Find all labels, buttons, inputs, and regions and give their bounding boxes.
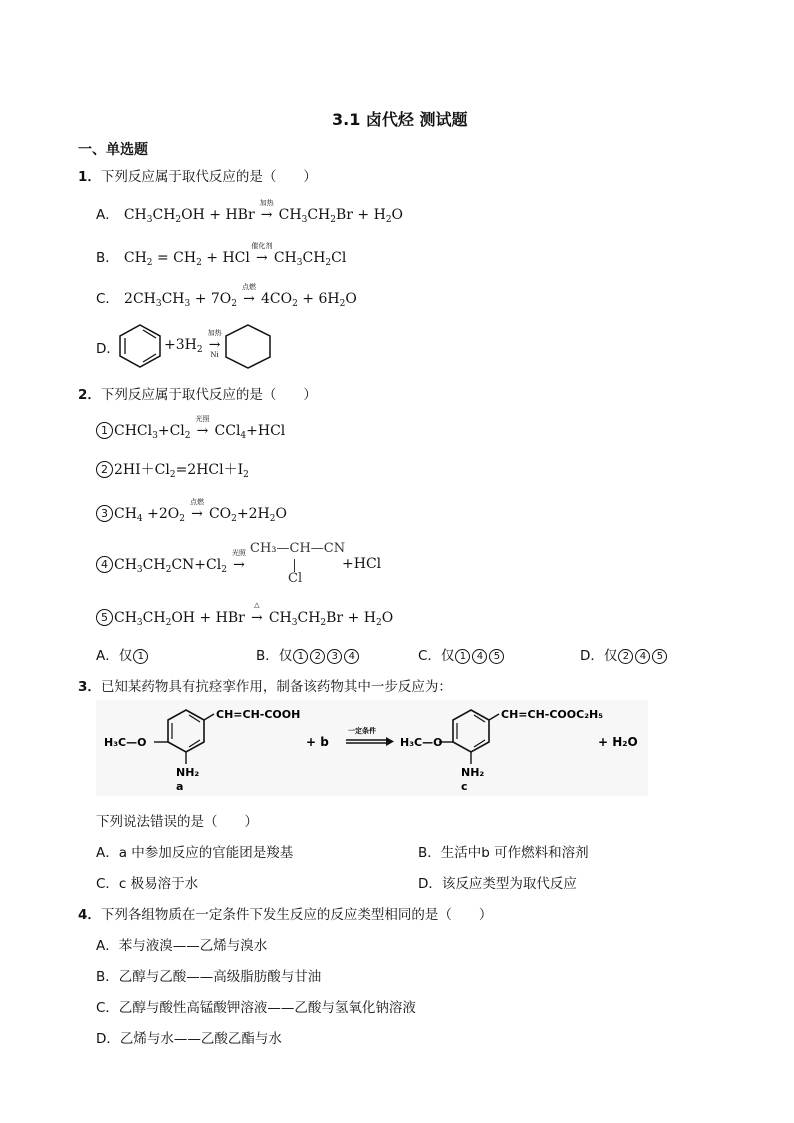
equation: $CH_2 = CH_2$ + HCl → 催化剂 $CH_3CH_2Cl$ (123, 242, 347, 268)
reaction-condition: 光照 (195, 415, 210, 423)
compound-label-c: c (461, 780, 468, 793)
option-label: B．仅 (256, 648, 293, 664)
circled-number: 4 (472, 649, 487, 664)
q2-r4-cl: Cl (288, 571, 303, 586)
q2-option-a[interactable] (96, 644, 149, 664)
q4-option-b[interactable]: B．乙醇与乙酸——高级脂肪酸与甘油 (96, 969, 322, 985)
chain-label-a: CH=CH-COOH (216, 708, 301, 721)
amino-label-c: NH₂ (461, 766, 485, 779)
circled-number: 5 (489, 649, 504, 664)
q1-option-a[interactable] (96, 199, 404, 225)
question-number: 4． (78, 907, 101, 923)
question-stem: 下列反应属于取代反应的是（ ） (100, 169, 317, 185)
q2-reaction-3: 3 $CH_4 +2O_2$ → 点燃 $CO_2+2H_2O$ (96, 505, 287, 522)
q3-option-a[interactable]: A．a 中参加反应的官能团是羧基 (96, 845, 294, 861)
circled-number: 5 (652, 649, 667, 664)
circled-number: 1 (293, 649, 308, 664)
option-label: C．仅 (418, 648, 455, 664)
circled-number: 2 (618, 649, 633, 664)
question-3 (78, 675, 452, 695)
question-stem: 下列反应属于取代反应的是（ ） (100, 387, 317, 403)
catalyst-label: Ni (210, 351, 219, 359)
methoxy-label-a: H₃C—O (104, 736, 147, 749)
reaction-condition: 加热 (207, 329, 222, 337)
q2-option-d[interactable] (580, 644, 668, 664)
q2-option-c[interactable] (418, 644, 505, 664)
reaction-condition: △ (254, 601, 260, 609)
circled-number: 4 (96, 556, 113, 573)
circled-number: 1 (455, 649, 470, 664)
q2-reaction-2: 2 $2HI+Cl_2=2HCl+I_2$ (96, 459, 249, 479)
q2-r4-product: CH₃—CH—CN (250, 541, 346, 556)
q2-reaction-5: 5 $CH_3CH_2OH$ + HBr → △ $CH_3CH_2Br + H_2O$ (96, 609, 393, 626)
chain-label-c: CH=CH-COOC₂H₅ (501, 708, 604, 721)
q2-r4-tail: +HCl (342, 556, 382, 572)
cyclohexane-structure (222, 322, 274, 370)
compound-label-a: a (176, 780, 184, 793)
q2-reaction-4: 4 $CH_3CH_2CN+Cl_2$ → 光照 (96, 556, 251, 573)
q1-d-reagent: $+3H_2$ → 加热 Ni (164, 337, 227, 353)
circled-number: 1 (96, 422, 113, 439)
reagent-b: + b (306, 735, 329, 749)
option-label: C． (96, 291, 119, 307)
arrow-condition: 一定条件 (348, 727, 376, 735)
water-product: + H₂O (598, 735, 638, 749)
question-number: 2． (78, 387, 101, 403)
circled-number: 5 (96, 609, 113, 626)
q3-option-b[interactable]: B．生活中b 可作燃料和溶剂 (418, 845, 589, 861)
circled-number: 2 (96, 461, 113, 478)
equation: $2CH_3CH_3 + 7O_2$ → 点燃 $4CO_2 + 6H_2O$ (124, 283, 357, 309)
question-4 (78, 903, 492, 923)
equation: $CH_3CH_2OH$ + HBr → 加热 $CH_3CH_2Br + H_2O$ (123, 199, 404, 225)
question-2 (78, 383, 317, 403)
reaction-condition: 光照 (231, 549, 246, 557)
reaction-condition: 点燃 (242, 283, 256, 291)
q1-option-c[interactable] (96, 283, 357, 309)
option-label: A． (96, 207, 119, 223)
benzene-structure (116, 322, 164, 368)
question-number: 1． (78, 169, 101, 185)
option-label: B． (96, 250, 119, 266)
circled-number: 2 (310, 649, 325, 664)
methoxy-label-c: H₃C—O (400, 736, 443, 749)
q2-option-b[interactable] (256, 644, 360, 664)
q4-option-c[interactable]: C．乙醇与酸性高锰酸钾溶液——乙酸与氢氧化钠溶液 (96, 1000, 416, 1016)
q4-option-a[interactable]: A．苯与液溴——乙烯与溴水 (96, 938, 268, 954)
circled-number: 3 (96, 505, 113, 522)
reaction-scheme (96, 700, 648, 796)
circled-number: 1 (133, 649, 148, 664)
option-label: D． (96, 341, 120, 357)
question-stem: 下列各组物质在一定条件下发生反应的反应类型相同的是（ ） (100, 907, 493, 923)
option-label: D．仅 (580, 648, 618, 664)
question-number: 3． (78, 679, 101, 695)
circled-number: 4 (344, 649, 359, 664)
reaction-condition: 加热 (259, 199, 274, 207)
amino-label-a: NH₂ (176, 766, 200, 779)
circled-number: 3 (327, 649, 342, 664)
circled-number: 4 (635, 649, 650, 664)
reaction-condition: 点燃 (189, 498, 204, 506)
q1-option-b[interactable] (96, 242, 347, 268)
reaction-condition: 催化剂 (251, 242, 273, 250)
q2-reaction-1: 1 $CHCl_3+Cl_2$ → 光照 CCl$_4$+HCl (96, 422, 285, 439)
q4-option-d[interactable]: D．乙烯与水——乙酸乙酯与水 (96, 1031, 282, 1047)
page-title: 3.1 卤代烃 测试题 (332, 110, 468, 129)
q3-option-c[interactable]: C．c 极易溶于水 (96, 876, 199, 892)
question-stem: 已知某药物具有抗痉挛作用，制备该药物其中一步反应为： (100, 679, 452, 695)
option-label: A．仅 (96, 648, 133, 664)
question-1 (78, 165, 317, 185)
section-heading: 一、单选题 (78, 142, 148, 158)
q3-sub-stem: 下列说法错误的是（ ） (96, 814, 258, 830)
q3-option-d[interactable]: D．该反应类型为取代反应 (418, 876, 577, 892)
